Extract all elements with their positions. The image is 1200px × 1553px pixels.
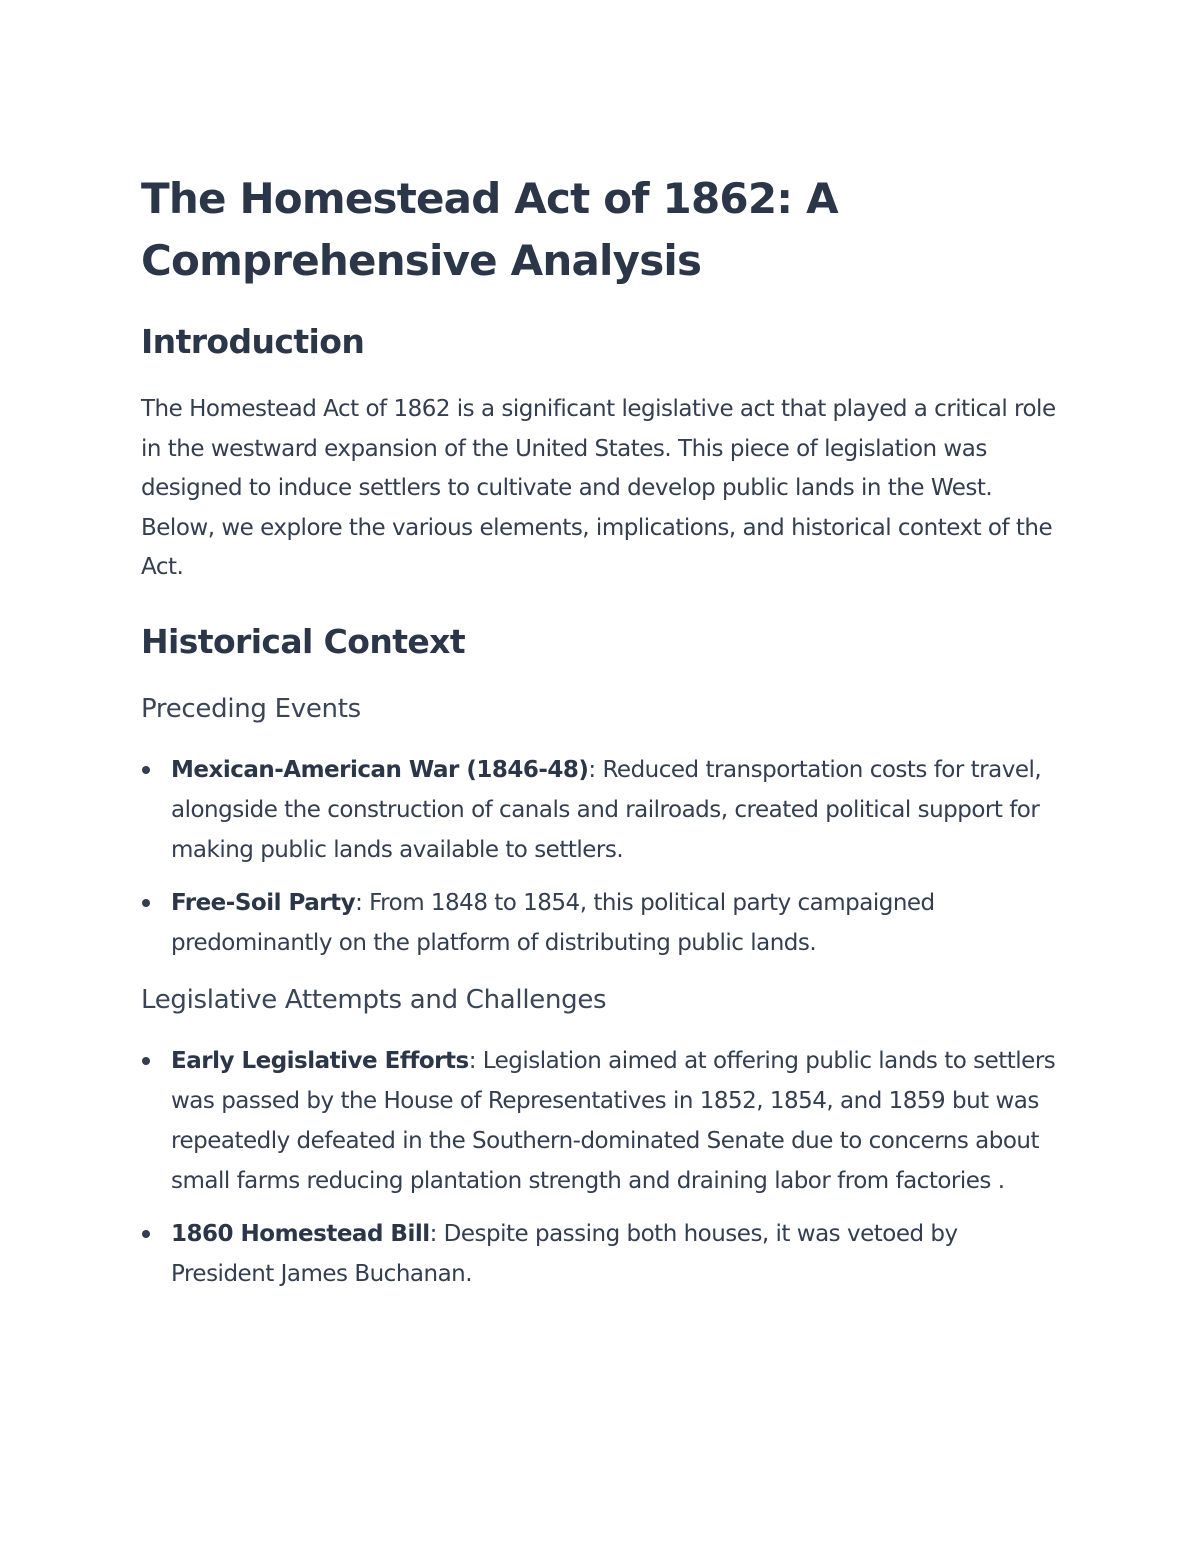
- section-heading-introduction: Introduction: [141, 322, 365, 361]
- list-item-text: : Reduced transportation costs for travel, alongside the construction of canals and railroads, created political support for making public lands available to settlers.: [171, 756, 1042, 863]
- subsection-heading-legislative-attempts: Legislative Attempts and Challenges: [141, 984, 607, 1015]
- list-item-text: : Despite passing both houses, it was vetoed by President James Buchanan.: [171, 1220, 958, 1287]
- list-item-term: Early Legislative Efforts: [171, 1047, 469, 1074]
- preceding-events-list: [141, 750, 1060, 963]
- legislative-attempts-list: [141, 1041, 1060, 1294]
- list-item: [141, 750, 1060, 870]
- list-item-term: Mexican-American War (1846-48): [171, 756, 589, 783]
- list-item: [141, 1214, 1060, 1294]
- list-item: [141, 883, 1060, 963]
- list-item-text: : From 1848 to 1854, this political party campaigned predominantly on the platform of distributing public lands.: [171, 889, 935, 956]
- subsection-heading-preceding-events: Preceding Events: [141, 693, 361, 724]
- list-item-text: : Legislation aimed at offering public lands to settlers was passed by the House of Representatives in 1852, 1854, and 1859 but was repeatedly defeated in the Southern-dominated Senate due to concerns about small farms reducing plantation strength and draining labor from factories .: [171, 1047, 1056, 1194]
- bullet-icon: [142, 899, 150, 907]
- list-item-term: Free-Soil Party: [171, 889, 356, 916]
- list-item-term: 1860 Homestead Bill: [171, 1220, 430, 1247]
- bullet-icon: [142, 1057, 150, 1065]
- list-item: [141, 1041, 1060, 1201]
- bullet-icon: [142, 1230, 150, 1238]
- introduction-paragraph: The Homestead Act of 1862 is a significant legislative act that played a critical role in the westward expansion of the United States. This piece of legislation was designed to induce settlers to cultivate and develop public lands in the West. Below, we explore the various elements, implications, and historical context of the Act.: [141, 396, 1056, 581]
- bullet-icon: [142, 766, 150, 774]
- section-heading-historical-context: Historical Context: [141, 621, 466, 661]
- document-title: The Homestead Act of 1862: A Comprehensive Analysis: [141, 174, 838, 285]
